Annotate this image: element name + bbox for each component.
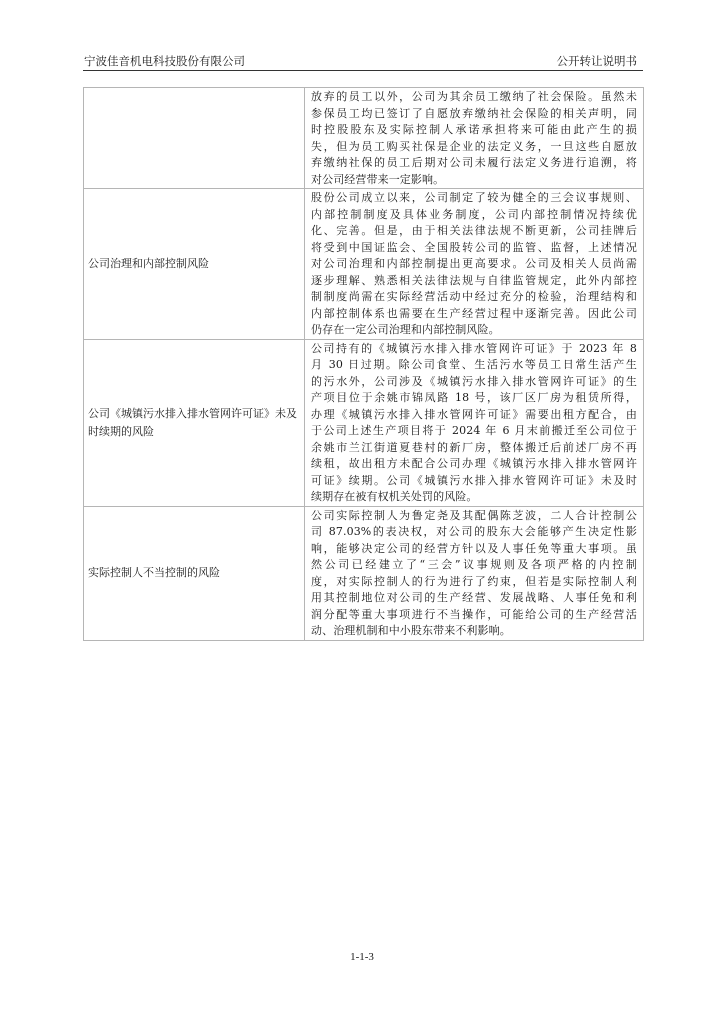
risk-description [305, 189, 644, 340]
risk-table [83, 87, 644, 641]
description-line: 响，能够决定公司的经营方针以及人事任免等重大事项。虽 [311, 541, 637, 555]
risk-row [84, 189, 644, 340]
description-line: 产项目位于余姚市锦凤路 18 号，该厂区厂房为租赁所得， [311, 391, 637, 404]
description-line: 放弃的员工以外，公司为其余员工缴纳了社会保险。虽然未 [311, 90, 637, 103]
description-line: 仍存在一定公司治理和内部控制风险。 [311, 323, 500, 336]
description-line: 公司持有的《城镇污水排入排水管网许可证》于 2023 年 8 [311, 341, 637, 355]
description-line: 然公司已经建立了“三会”议事规则及各项严格的内控制 [311, 558, 637, 571]
description-line: 参保员工均已签订了自愿放弃缴纳社会保险的相关声明，同 [311, 106, 637, 120]
page-header [83, 52, 643, 71]
page-number: 1-1-3 [350, 951, 374, 963]
description-line: 动、治理机制和中小股东带来不利影响。 [311, 624, 511, 637]
description-line: 化、完善。但是，由于相关法律法规不断更新，公司挂牌后 [311, 224, 637, 237]
risk-description [305, 88, 644, 189]
description-line: 股份公司成立以来，公司制定了较为健全的三会议事规则、 [311, 191, 637, 204]
description-line: 月 30 日过期。除公司食堂、生活污水等员工日常生活产生 [311, 358, 637, 371]
risk-row [84, 339, 644, 506]
description-line: 对公司经营带来一定影响。 [311, 172, 445, 186]
risk-row [84, 506, 644, 640]
description-line: 度，对实际控制人的行为进行了约束，但若是实际控制人利 [311, 574, 637, 588]
description-line: 司 87.03%的表决权，对公司的股东大会能够产生决定性影 [311, 525, 637, 538]
risk-description [305, 506, 644, 640]
description-line: 公司实际控制人为鲁定尧及其配偶陈芝波，二人合计控制公 [311, 508, 637, 522]
risk-description [305, 339, 644, 506]
description-line: 可证》续期。公司《城镇污水排入排水管网许可证》未及时 [311, 473, 637, 487]
description-line: 内部控制制度及具体业务制度，公司内部控制情况持续优 [311, 207, 637, 221]
description-line: 用其控制地位对公司的生产经营、发展战略、人事任免和利 [311, 591, 637, 604]
risk-row [84, 88, 644, 189]
description-line: 弃缴纳社保的员工后期对公司未履行法定义务进行追溯，将 [311, 156, 637, 169]
description-line: 将受到中国证监会、全国股转公司的监管、监督，上述情况 [311, 240, 637, 254]
description-line: 内部控制体系也需要在生产经营过程中逐渐完善。因此公司 [311, 306, 637, 320]
description-line: 续租，故出租方未配合公司办理《城镇污水排入排水管网许 [311, 457, 637, 470]
risk-name: 公司治理和内部控制风险 [84, 189, 305, 340]
description-line: 时控股股东及实际控制人承诺承担将来可能由此产生的损 [311, 123, 637, 136]
description-line: 办理《城镇污水排入排水管网许可证》需要出租方配合，由 [311, 407, 637, 421]
risk-name [84, 88, 305, 189]
risk-name: 公司《城镇污水排入排水管网许可证》未及时续期的风险 [84, 339, 305, 506]
description-line: 续期存在被有权机关处罚的风险。 [311, 490, 478, 503]
description-line: 制制度尚需在实际经营活动中经过充分的检验，治理结构和 [311, 290, 637, 303]
description-line: 润分配等重大事项进行不当操作，可能给公司的生产经营活 [311, 607, 637, 621]
description-line: 失，但为员工购买社保是企业的法定义务，一旦这些自愿放 [311, 139, 637, 153]
document-title: 公开转让说明书 [556, 54, 637, 68]
company-name: 宁波佳音机电科技股份有限公司 [84, 54, 245, 68]
risk-name: 实际控制人不当控制的风险 [84, 506, 305, 640]
description-line: 于公司上述生产项目将于 2024 年 6 月末前搬迁至公司位于 [311, 424, 637, 437]
description-line: 余姚市兰江街道夏巷村的新厂房，整体搬迁后前述厂房不再 [311, 440, 637, 454]
description-line: 的污水外，公司涉及《城镇污水排入排水管网许可证》的生 [311, 374, 637, 388]
description-line: 对公司治理和内部控制提出更高要求。公司及相关人员尚需 [311, 257, 637, 270]
description-line: 逐步理解、熟悉相关法律法规与自律监管规定，此外内部控 [311, 273, 637, 287]
